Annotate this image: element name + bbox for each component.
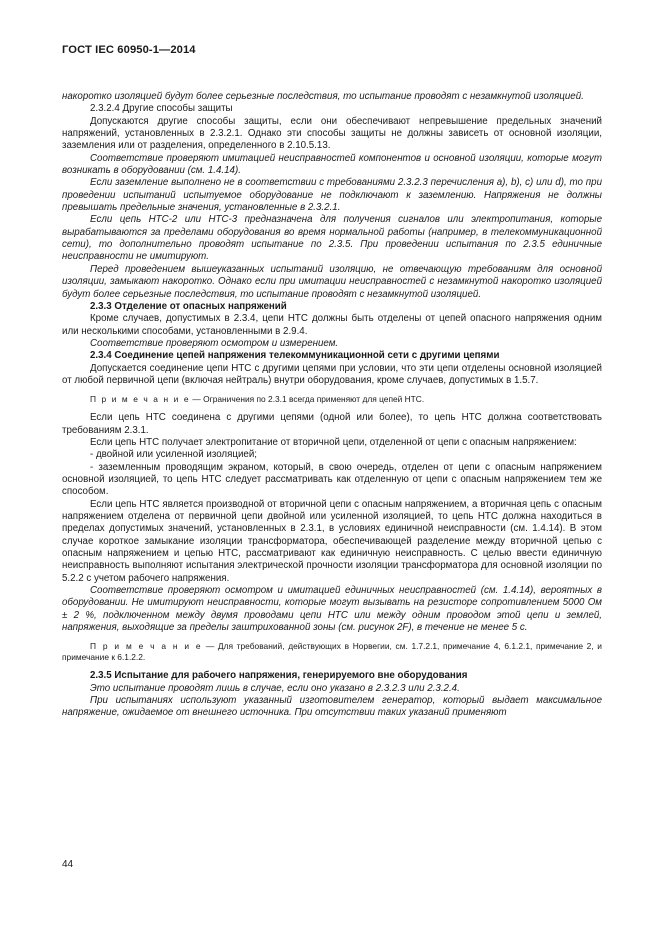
heading-2-3-4: 2.3.4 Соединение цепей напряжения телекоммуникационной сети с другими цепями — [90, 350, 500, 362]
paragraph: Если цепь НТС является производной от вторичной цепи с опасным напряжением, а вторичная цепь с опасным напряжением отделена от первичной цепи двойной или усиленной изоляцией, то цепь НТС должна находиться в пределах допустимых значений, установленных в 2.3.1, в условиях единичной неисправности (см. 1.4.14). В этом случае короткое замыкание изоляции трансформатора, обеспечивающей разделение между вторичной цепью с опасным напряжением и цепью НТС, рассматривают как единичную неисправность. С целью ввести единичную неисправность выполняют испытания электрической прочности изоляции трансформатора для основной изоляции по 5.2.2 с учетом рабочего напряжения. — [62, 498, 602, 584]
heading-2-3-3: 2.3.3 Отделение от опасных напряжений — [90, 300, 287, 312]
note — [62, 641, 602, 663]
page-body — [62, 91, 602, 720]
paragraph: Допускаются другие способы защиты, если они обеспечивают непревышение предельных значений напряжений, установленных в 2.3.2.1. Однако эти способы защиты не должны зависеть от основной изоляции, заземления или от разделения, определенного в 2.10.5.13. — [62, 115, 602, 152]
compliance-paragraph: Это испытание проводят лишь в случае, если оно указано в 2.3.2.3 или 2.3.2.4. — [90, 682, 460, 694]
compliance-paragraph: Соответствие проверяют осмотром и измерением. — [90, 337, 339, 349]
compliance-paragraph: Соответствие проверяют осмотром и имитацией единичных неисправностей (см. 1.4.14), вероятных в оборудовании. Не имитируют неисправности, которые могут вызывать на резисторе сопротивлением 5000 Ом ± 2 %, подключенном между двумя проводами цепи НТС или между одним проводом этой цепи и землей, напряжения, выходящие за пределы заштрихованной зоны (см. рисунок 2F), в течение не менее 5 с. — [62, 585, 602, 634]
compliance-paragraph: Соответствие проверяют имитацией неисправностей компонентов и основной изоляции, которые могут возникать в оборудовании (см. 1.4.14). — [62, 152, 602, 177]
note — [62, 394, 602, 405]
page-number: 44 — [62, 859, 74, 870]
note-label: П р и м е ч а н и е — [90, 641, 203, 652]
note-text: — Для требований, действующих в Норвегии, см. 1.7.2.1, примечание 4, 6.1.2.1, примечание 2, и примечание к 6.1.2.2. — [62, 641, 602, 663]
paragraph: Кроме случаев, допустимых в 2.3.4, цепи НТС должны быть отделены от цепей опасного напряжения одним или несколькими способами, установленными в 2.9.4. — [62, 313, 602, 337]
compliance-paragraph: Если цепь НТС-2 или НТС-3 предназначена для получения сигналов или электропитания, которые вырабатываются за пределами оборудования во время нормальной работы (например, в телекоммуникационной сети), то дополнительно проводят испытание по 2.3.5. При проведении испытания по 2.3.5 единичные неисправности не имитируют. — [62, 214, 602, 263]
note-label: П р и м е ч а н и е — [90, 394, 191, 405]
compliance-paragraph: Если заземление выполнено не в соответствии с требованиями 2.3.2.3 перечисления a), b), c) или d), то при проведении испытаний испытуемое оборудование не подключают к заземлению. Напряжения не должны превышать предельные значения, установленные в 2.3.2.1. — [62, 177, 602, 214]
compliance-paragraph: Перед проведением вышеуказанных испытаний изоляцию, не отвечающую требованиям для основной изоляции, замыкают накоротко. Однако если при имитации неисправностей с незамкнутой накоротко изоляцией будут более серьезные последствия, то испытание проводят с незамкнутой изоляцией. — [62, 263, 602, 300]
paragraph: Если цепь НТС получает электропитание от вторичной цепи, отделенной от цепи с опасным напряжением: — [90, 436, 577, 448]
paragraph-continuation: накоротко изоляцией будут более серьезные последствия, то испытание проводят с незамкнутой изоляцией. — [62, 91, 584, 102]
note-text: — Ограничения по 2.3.1 всегда применяют для цепей НТС. — [190, 394, 425, 405]
heading-2-3-2-4: 2.3.2.4 Другие способы защиты — [90, 103, 233, 115]
compliance-paragraph: При испытаниях используют указанный изготовителем генератор, который выдает максимальное напряжение, ожидаемое от внешнего источника. При отсутствии таких указаний применяют — [62, 695, 602, 719]
standard-header: ГОСТ IEC 60950-1—2014 — [62, 44, 196, 56]
list-item: - заземленным проводящим экраном, который, в свою очередь, отделен от цепи с опасным напряжением основной изоляцией, то цепь НТС следует рассматривать как отделенную от цепи с опасным напряжением тем же способом. — [62, 461, 602, 498]
heading-2-3-5: 2.3.5 Испытание для рабочего напряжения, генерируемого вне оборудования — [90, 670, 468, 682]
paragraph: Если цепь НТС соединена с другими цепями (одной или более), то цепь НТС должна соответствовать требованиям 2.3.1. — [62, 412, 602, 436]
list-item: - двойной или усиленной изоляцией; — [90, 449, 257, 461]
paragraph: Допускается соединение цепи НТС с другими цепями при условии, что эти цепи отделены основной изоляцией от любой первичной цепи (включая нейтраль) внутри оборудования, кроме случаев, допустимых в 1.5.7. — [62, 362, 602, 386]
